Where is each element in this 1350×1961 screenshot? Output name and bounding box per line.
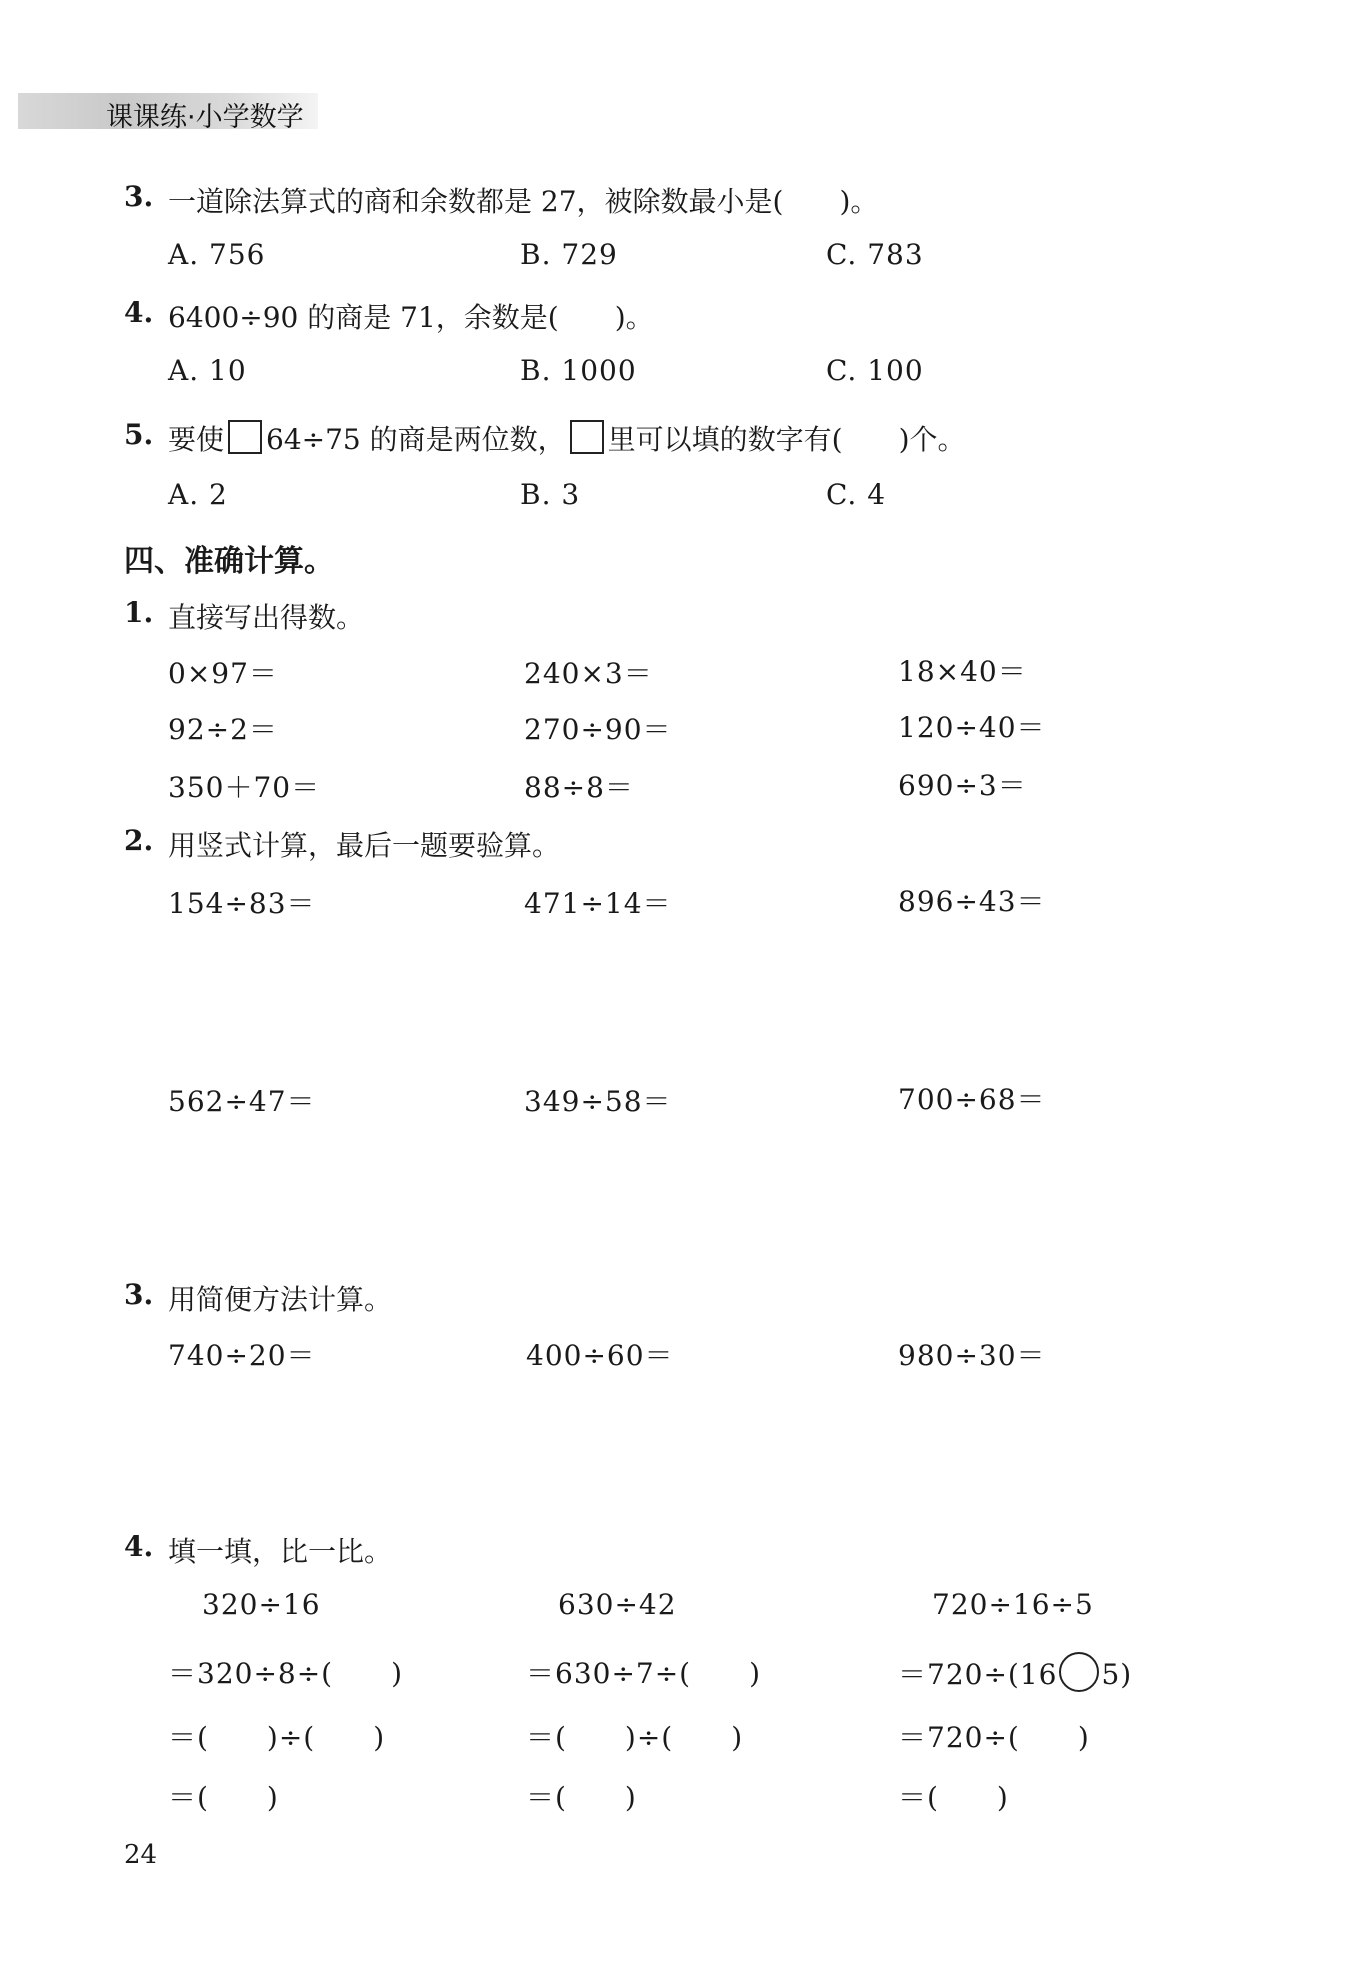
- page-header-title: 课课练·小学数学: [106, 102, 304, 133]
- chain-step-left: ＝720÷(16: [898, 1658, 1058, 1691]
- calc-item: 562÷47＝: [168, 1085, 316, 1118]
- problem-title: 填一填，比一比。: [168, 1535, 393, 1568]
- problem-number: 4.: [124, 1530, 154, 1563]
- calc-item: 700÷68＝: [898, 1083, 1046, 1116]
- chain-step: ＝630÷7÷( ): [526, 1657, 762, 1690]
- calc-item: 349÷58＝: [524, 1085, 672, 1118]
- problem-title: 用简便方法计算。: [168, 1283, 393, 1316]
- section-title: 四、准确计算。: [124, 544, 334, 579]
- calc-item: 92÷2＝: [168, 713, 278, 746]
- question-text: 一道除法算式的商和余数都是 27，被除数最小是( )。: [168, 185, 879, 218]
- option-a: A. 2: [168, 478, 228, 511]
- question-number: 5.: [124, 418, 154, 451]
- calc-item: 270÷90＝: [524, 713, 672, 746]
- question-text-mid: 64÷75 的商是两位数，: [266, 423, 566, 456]
- option-b: B. 729: [520, 238, 618, 271]
- calc-item: 471÷14＝: [524, 887, 672, 920]
- blank-box: [570, 420, 604, 454]
- option-b: B. 1000: [520, 354, 637, 387]
- option-c: C. 783: [826, 238, 924, 271]
- calc-item: 400÷60＝: [526, 1339, 674, 1372]
- question-text-pre: 要使: [168, 423, 225, 456]
- chain-step: ＝320÷8÷( ): [168, 1657, 404, 1690]
- chain-step: 320÷16: [202, 1588, 321, 1621]
- option-a: A. 756: [168, 238, 266, 271]
- page-number: 24: [124, 1840, 158, 1870]
- chain-step: 630÷42: [558, 1588, 677, 1621]
- calc-item: 0×97＝: [168, 657, 278, 690]
- chain-step: ＝( ): [168, 1781, 279, 1814]
- chain-step: ＝( ): [526, 1781, 637, 1814]
- calc-item: 690÷3＝: [898, 769, 1027, 802]
- question-number: 4.: [124, 296, 154, 329]
- problem-number: 3.: [124, 1278, 154, 1311]
- calc-item: 154÷83＝: [168, 887, 316, 920]
- blank-box: [228, 420, 262, 454]
- question-text-post: 里可以填的数字有( )个。: [607, 423, 966, 456]
- chain-step: ＝( )÷( ): [526, 1721, 744, 1754]
- option-a: A. 10: [168, 354, 247, 387]
- chain-step: ＝( ): [898, 1781, 1009, 1814]
- problem-number: 1.: [124, 596, 154, 629]
- operator-circle: [1059, 1652, 1099, 1692]
- chain-step: ＝720÷( ): [898, 1721, 1090, 1754]
- problem-title: 用竖式计算，最后一题要验算。: [168, 829, 561, 862]
- calc-item: 350＋70＝: [168, 771, 321, 804]
- question-text: 6400÷90 的商是 71，余数是( )。: [168, 301, 654, 334]
- option-b: B. 3: [520, 478, 581, 511]
- option-c: C. 100: [826, 354, 924, 387]
- question-number: 3.: [124, 180, 154, 213]
- problem-title: 直接写出得数。: [168, 601, 365, 634]
- problem-number: 2.: [124, 824, 154, 857]
- chain-step-right: 5): [1101, 1658, 1133, 1691]
- calc-item: 980÷30＝: [898, 1339, 1046, 1372]
- calc-item: 120÷40＝: [898, 711, 1046, 744]
- chain-step: 720÷16÷5: [932, 1588, 1094, 1621]
- question-text: [168, 418, 966, 458]
- chain-step: ＝( )÷( ): [168, 1721, 386, 1754]
- option-c: C. 4: [826, 478, 887, 511]
- calc-item: 740÷20＝: [168, 1339, 316, 1372]
- calc-item: 240×3＝: [524, 657, 653, 690]
- chain-step: [898, 1652, 1132, 1693]
- calc-item: 88÷8＝: [524, 771, 634, 804]
- calc-item: 896÷43＝: [898, 885, 1046, 918]
- calc-item: 18×40＝: [898, 655, 1027, 688]
